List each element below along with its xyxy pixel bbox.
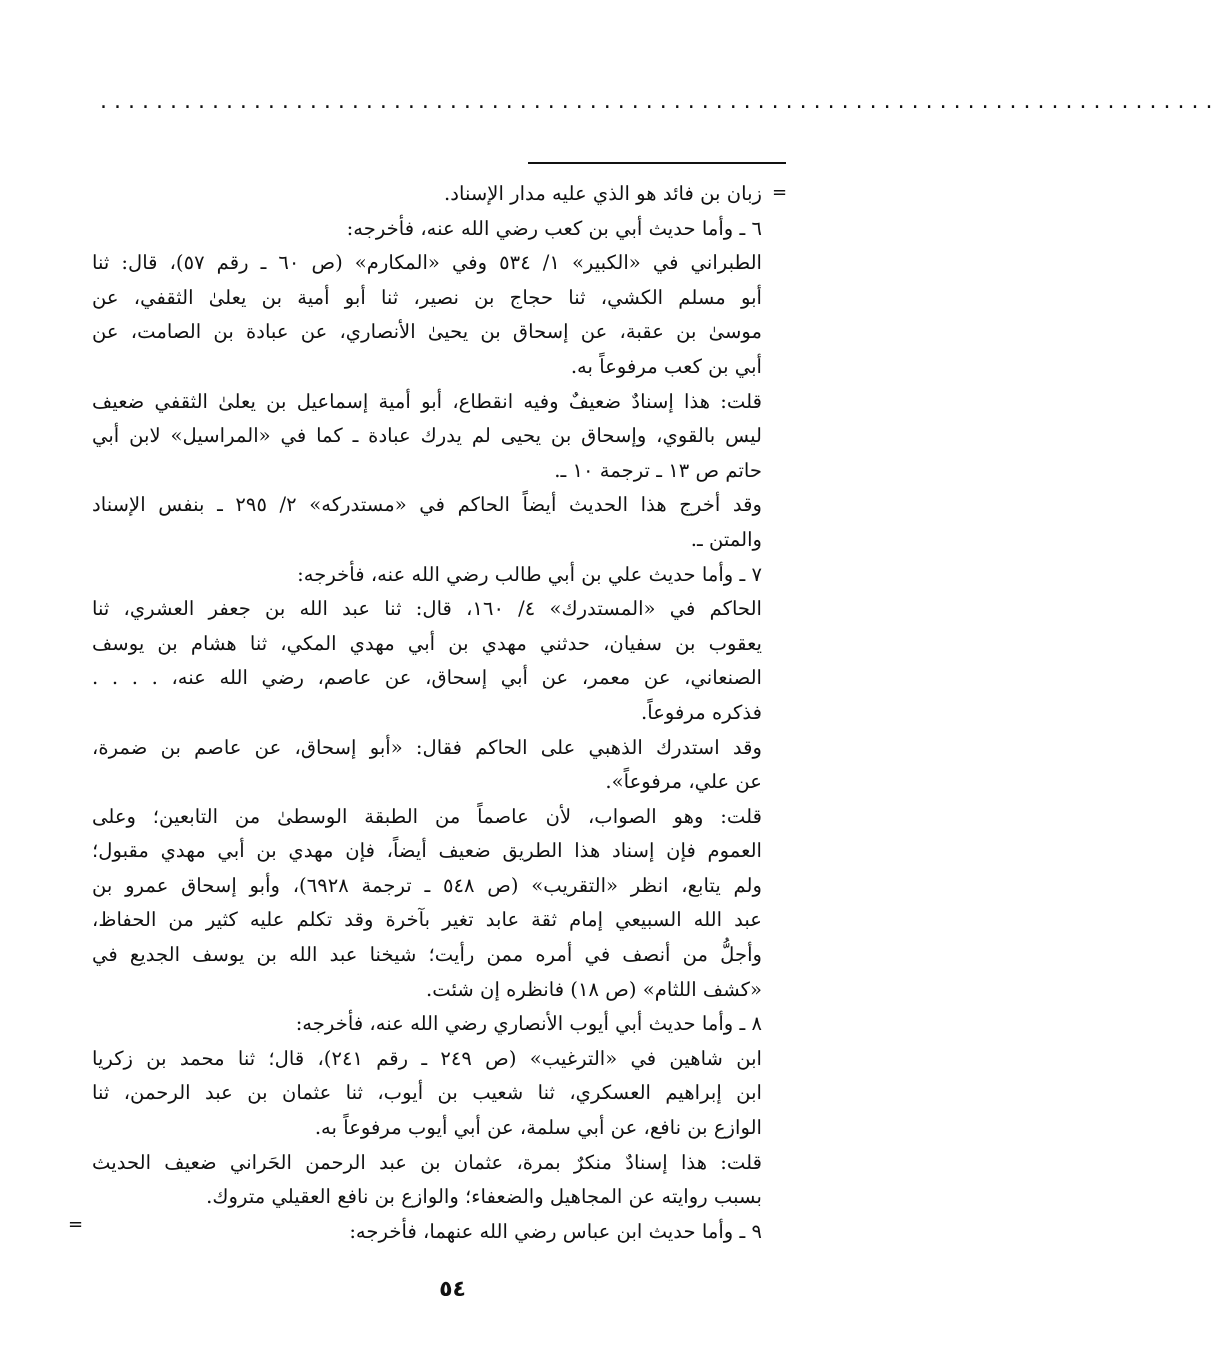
footnote-line: الوازع بن نافع، عن أبي سلمة، عن أبي أيوب مرفوعاً به. — [314, 1116, 762, 1140]
footnote-line: ليس بالقوي، وإسحاق بن يحيى لم يدرك عبادة ـ كما في «المراسيل» لابن أبي — [92, 424, 762, 448]
footnote-line: عن علي، مرفوعاً». — [605, 770, 762, 794]
footnote-line: ٨ ـ وأما حديث أبي أيوب الأنصاري رضي الله عنه، فأخرجه: — [295, 1012, 762, 1036]
footnote-line: وقد استدرك الذهبي على الحاكم فقال: «أبو إسحاق، عن عاصم بن ضمرة، — [92, 735, 762, 759]
footnote-line: يعقوب بن سفيان، حدثني مهدي بن أبي مهدي المكي، ثنا هشام بن يوسف — [92, 631, 762, 655]
footnote-text — [92, 177, 762, 1249]
footnote-line: حاتم ص ١٣ ـ ترجمة ١٠ ـ. — [554, 458, 762, 482]
footnote-line: وأجلُّ من أنصف في أمره ممن رأيت؛ شيخنا عبد الله بن يوسف الجديع في — [92, 943, 762, 967]
footnote-line: العموم فإن إسناد هذا الطريق ضعيف أيضاً، فإن مهدي بن أبي مهدي مقبول؛ — [92, 839, 762, 863]
continuation-mark-bottom: = — [68, 1214, 84, 1235]
footnote-line: ابن شاهين في «الترغيب» (ص ٢٤٩ ـ رقم ٢٤١)، قال؛ ثنا محمد بن زكريا — [92, 1046, 763, 1070]
footnote-line: موسىٰ بن عقبة، عن إسحاق بن يحيىٰ الأنصاري، عن عبادة بن الصامت، عن — [92, 320, 762, 344]
continuation-mark-top: = — [772, 182, 788, 203]
footnote-line: زبان بن فائد هو الذي عليه مدار الإسناد. — [444, 182, 762, 205]
footnote-line: ولم يتابع، انظر «التقريب» (ص ٥٤٨ ـ ترجمة ٦٩٢٨)، وأبو إسحاق عمرو بن — [92, 873, 762, 897]
footnote-rule — [528, 162, 786, 164]
footnote-line: قلت: هذا إسنادٌ ضعيفٌ وفيه انقطاع، أبو أمية إسماعيل بن يعلىٰ الثقفي ضعيف — [92, 389, 762, 413]
footnote-line: قلت: وهو الصواب، لأن عاصماً من الطبقة الوسطىٰ من التابعين؛ وعلى — [92, 804, 762, 828]
footnote-line: بسبب روايته عن المجاهيل والضعفاء؛ والوازع بن نافع العقيلي متروك. — [206, 1185, 762, 1209]
footnote-line: «كشف اللثام» (ص ١٨) فانظره إن شئت. — [426, 977, 762, 1001]
page-number: ٥٤ — [439, 1277, 466, 1302]
footnote-line: فذكره مرفوعاً. — [641, 700, 762, 724]
footnote-line: أبو مسلم الكشي، ثنا حجاج بن نصير، ثنا أبو أمية بن يعلىٰ الثقفي، عن — [92, 285, 762, 309]
header-separator: ................................................................................ — [100, 89, 1219, 114]
footnote-line: وقد أخرج هذا الحديث أيضاً الحاكم في «مستدركه» ٢/ ٢٩٥ ـ بنفس الإسناد — [92, 493, 762, 517]
footnote-line: عبد الله السبيعي إمام ثقة عابد تغير بآخرة وقد تكلم عليه كثير من الحفاظ، — [92, 908, 762, 932]
footnote-line: ٧ ـ وأما حديث علي بن أبي طالب رضي الله عنه، فأخرجه: — [297, 562, 762, 586]
footnote-line: الحاكم في «المستدرك» ٤/ ١٦٠، قال: ثنا عبد الله بن جعفر العشري، ثنا — [92, 597, 762, 621]
footnote-line: ٦ ـ وأما حديث أبي بن كعب رضي الله عنه، فأخرجه: — [346, 216, 762, 240]
footnote-line: الصنعاني، عن معمر، عن أبي إسحاق، عن عاصم، رضي الله عنه، . . . . — [92, 666, 762, 690]
footnote-line: الطبراني في «الكبير» ١/ ٥٣٤ وفي «المكارم» (ص ٦٠ ـ رقم ٥٧)، قال: ثنا — [92, 251, 762, 275]
footnote-line: قلت: هذا إسنادٌ منكرٌ بمرة، عثمان بن عبد الرحمن الحَراني ضعيف الحديث — [92, 1150, 762, 1174]
footnote-line: أبي بن كعب مرفوعاً به. — [570, 354, 762, 378]
footnote-line: ابن إبراهيم العسكري، ثنا شعيب بن أيوب، ثنا عثمان بن عبد الرحمن، ثنا — [92, 1081, 762, 1105]
footnote-line: والمتن ـ. — [690, 527, 762, 551]
footnote-line: ٩ ـ وأما حديث ابن عباس رضي الله عنهما، فأخرجه: — [349, 1219, 762, 1243]
